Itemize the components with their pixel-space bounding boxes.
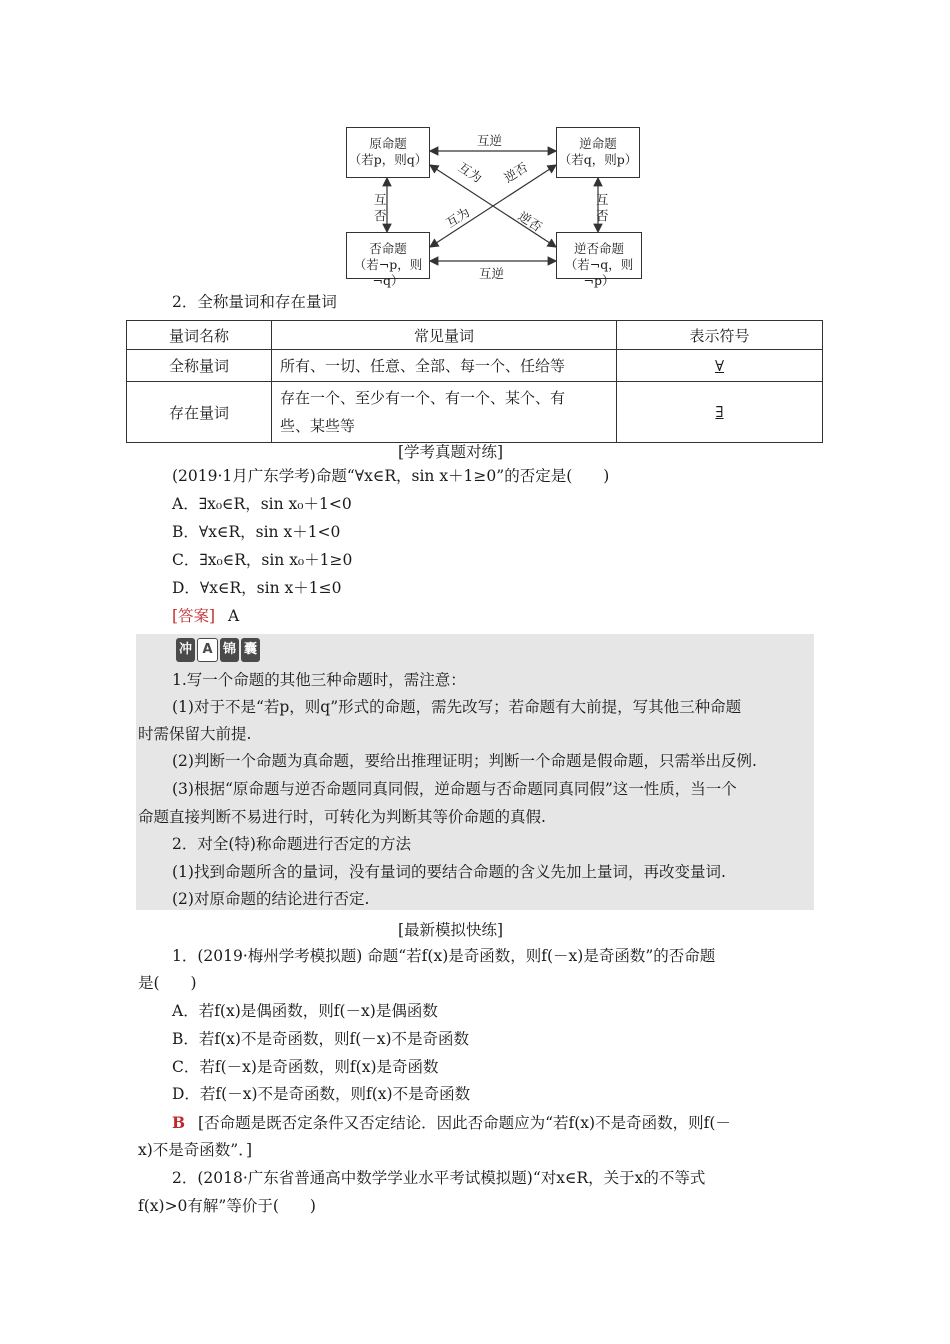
table-header: 量词名称 [127,321,272,350]
label-right-1: 互 [596,192,609,207]
solution-text: [否命题是既否定条件又否定结论．因此否命题应为“若f(x)不是奇函数，则f(－ [198,1114,731,1132]
question-2-line2: 是( ) [138,974,197,992]
label-left-1: 互 [374,192,387,207]
option-c: C．∃x₀∈R，sin x₀＋1≥0 [172,551,353,569]
table-cell [272,382,617,443]
table-cell: 全称量词 [127,350,272,382]
question-1: (2019·1月广东学考)命题“∀x∈R，sin x＋1≥0”的否定是( ) [172,467,610,485]
solution-line2: x)不是奇函数”．] [138,1141,253,1159]
table-cell: 所有、一切、任意、全部、每一个、任给等 [272,350,617,382]
box-contrapositive-sub: （若¬q，则¬p） [564,257,634,288]
box-inverse [346,232,430,288]
section2-title: 2．全称量词和存在量词 [172,293,337,311]
label-right-2: 否 [596,208,609,223]
label-left-2: 否 [374,208,387,223]
table-header-row [127,321,823,350]
answer-label: [答案] [172,607,216,625]
box-original [346,127,430,178]
tips-line: (2)判断一个命题为真命题，要给出推理证明；判断一个命题是假命题，只需举出反例. [172,752,757,770]
solution-letter: B [172,1113,186,1132]
label-diag1-a: 互为 [455,159,485,186]
box-inverse-sub: （若¬p，则¬q） [353,257,423,288]
tips-line: (1)对于不是“若p，则q”形式的命题，需先改写；若命题有大前提，写其他三种命题 [172,698,742,716]
tips-line: 时需保留大前提. [138,725,252,743]
label-top: 互逆 [477,133,503,148]
question-2-line1: 1．(2019·梅州学考模拟题) 命题“若f(x)是奇函数，则f(－x)是奇函数”的否命题 [172,947,716,965]
table-cell-line: 存在一个、至少有一个、有一个、某个、有 [280,389,566,407]
table-cell-line: 些、某些等 [280,417,356,435]
diagram-arrows [0,0,950,290]
box-converse-title: 逆命题 [579,136,617,151]
table-row [127,350,823,382]
table-cell: ∃ [617,382,823,443]
option-d: D．若f(－x)不是奇函数，则f(x)不是奇函数 [172,1085,471,1103]
table-cell: ∀ [617,350,823,382]
option-b: B．若f(x)不是奇函数，则f(－x)不是奇函数 [172,1030,470,1048]
option-a: A．∃x₀∈R，sin x₀＋1<0 [172,495,352,513]
answer-line [172,606,239,626]
label-diag2-a: 互为 [443,204,473,231]
badge-char: 锦 [220,638,239,662]
table-header: 表示符号 [617,321,823,350]
box-original-sub: （若p，则q） [348,152,428,167]
label-diag1-b: 逆否 [515,208,545,235]
option-c: C．若f(－x)是奇函数，则f(x)是奇函数 [172,1058,439,1076]
tips-line: (3)根据“原命题与逆否命题同真同假，逆命题与否命题同真同假”这一性质，当一个 [172,780,737,798]
table-header: 常见量词 [272,321,617,350]
tips-line: (1)找到命题所含的量词，没有量词的要结合命题的含义先加上量词，再改变量词. [172,863,726,881]
option-b: B．∀x∈R，sin x＋1<0 [172,523,341,541]
box-original-title: 原命题 [369,136,407,151]
question-3-line1: 2．(2018·广东省普通高中数学学业水平考试模拟题)“对x∈R，关于x的不等式 [172,1169,706,1187]
badge-char: 冲 [176,638,195,662]
tips-line: (2)对原命题的结论进行否定. [172,890,370,908]
mock-title: [最新模拟快练] [398,921,504,939]
box-converse [556,127,640,178]
badge-char: 囊 [241,638,260,662]
tips-line: 1.写一个命题的其他三种命题时，需注意： [172,671,466,689]
tips-line: 命题直接判断不易进行时，可转化为判断其等价命题的真假. [138,808,546,826]
badge-char: A [197,638,218,662]
tips-line: 2．对全(特)称命题进行否定的方法 [172,835,411,853]
box-converse-sub: （若q，则p） [558,152,638,167]
answer-value: A [228,607,240,625]
practice-title: [学考真题对练] [398,443,504,461]
option-d: D．∀x∈R，sin x＋1≤0 [172,579,342,597]
solution-line1 [172,1113,731,1133]
tips-badge [176,638,260,662]
label-bottom: 互逆 [479,266,505,281]
table-cell: 存在量词 [127,382,272,443]
question-3-line2: f(x)>0有解”等价于( ) [138,1197,316,1215]
table-row [127,382,823,443]
option-a: A．若f(x)是偶函数，则f(－x)是偶函数 [172,1002,438,1020]
box-contrapositive-title: 逆否命题 [573,241,624,256]
quantifier-table [126,320,823,443]
label-diag2-b: 逆否 [501,159,531,186]
box-inverse-title: 否命题 [369,241,407,256]
box-contrapositive [556,232,642,288]
